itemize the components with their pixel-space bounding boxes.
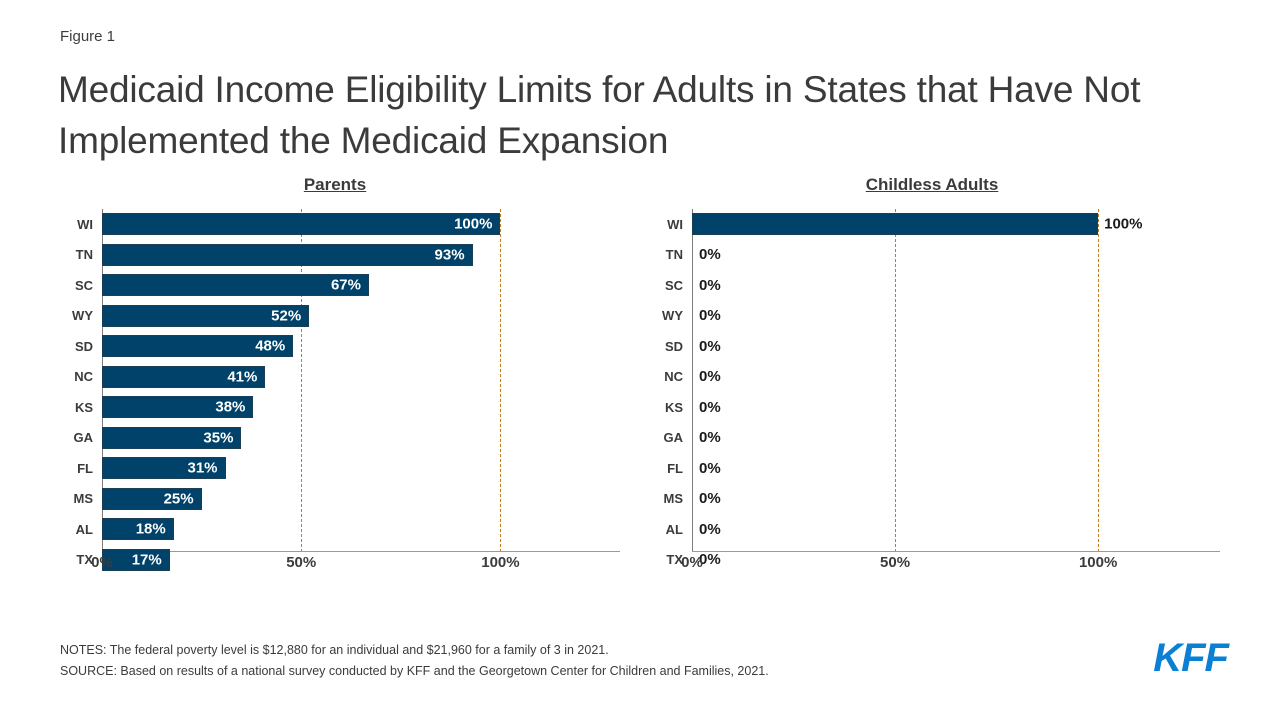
bar-area <box>692 209 1220 240</box>
x-tick-label: 0% <box>681 554 703 571</box>
category-label: KS <box>74 399 93 415</box>
bar[interactable] <box>102 457 226 479</box>
figure-label: Figure 1 <box>60 28 116 45</box>
panel-title-childless-adults: Childless Adults <box>865 175 999 194</box>
table-row <box>620 301 1220 332</box>
chart-panels <box>0 175 1280 615</box>
bar[interactable] <box>102 244 473 266</box>
table-row <box>620 240 1220 271</box>
bar-area <box>102 514 620 545</box>
bar-area <box>102 362 620 393</box>
bar[interactable] <box>102 213 500 235</box>
bar-area <box>102 270 620 301</box>
bar-value-label: 17% <box>131 551 162 569</box>
category-label: GA <box>73 430 93 446</box>
bar-value-label: 0% <box>699 246 721 264</box>
category-label: SC <box>74 277 93 293</box>
bar-value-label: 93% <box>434 246 465 264</box>
table-row <box>30 514 620 545</box>
bar-value-label: 0% <box>699 429 721 447</box>
table-row <box>620 514 1220 545</box>
bar-value-label: 0% <box>699 368 721 386</box>
bar-value-label: 0% <box>699 337 721 355</box>
panel-title-parents: Parents <box>303 175 367 194</box>
category-label: WI <box>667 216 683 232</box>
bar[interactable] <box>102 518 174 540</box>
table-row <box>620 453 1220 484</box>
table-row <box>620 270 1220 301</box>
bar[interactable] <box>102 396 253 418</box>
category-label: SD <box>664 338 683 354</box>
bar-rows-parents <box>30 209 620 575</box>
bar-value-label: 0% <box>699 520 721 538</box>
bar-value-label: 35% <box>203 429 234 447</box>
category-label: KS <box>664 399 683 415</box>
bar-value-label: 100% <box>1104 215 1143 233</box>
category-label: TX <box>76 552 93 568</box>
bar-value-label: 38% <box>215 398 246 416</box>
table-row <box>620 423 1220 454</box>
plot-parents <box>30 209 620 574</box>
plot-childless-adults <box>620 209 1220 574</box>
bar-value-label: 31% <box>187 459 218 477</box>
table-row <box>30 270 620 301</box>
bar-value-label: 41% <box>227 368 258 386</box>
bar-area <box>692 484 1220 515</box>
bar-value-label: 67% <box>330 276 361 294</box>
bar-value-label: 48% <box>255 337 286 355</box>
x-tick-label: 100% <box>1078 554 1118 571</box>
category-label: TX <box>666 552 683 568</box>
chart-panel-childless-adults <box>620 175 1220 574</box>
table-row <box>30 301 620 332</box>
bar-value-label: 0% <box>699 459 721 477</box>
x-tick-label: 100% <box>481 554 520 571</box>
bar-area <box>102 484 620 515</box>
table-row <box>30 453 620 484</box>
bar-area <box>692 240 1220 271</box>
table-row <box>30 392 620 423</box>
bar[interactable] <box>102 335 293 357</box>
category-label: AL <box>665 521 683 537</box>
bar-area <box>102 240 620 271</box>
bar-value-label: 100% <box>454 215 493 233</box>
bar-area <box>102 331 620 362</box>
table-row <box>620 392 1220 423</box>
bar-area <box>692 331 1220 362</box>
bar[interactable] <box>102 305 309 327</box>
bar-area <box>692 362 1220 393</box>
category-label: FL <box>667 460 683 476</box>
table-row <box>620 331 1220 362</box>
bar-value-label: 0% <box>699 307 721 325</box>
bar-area <box>692 301 1220 332</box>
bar-area <box>102 392 620 423</box>
page-title: Medicaid Income Eligibility Limits for Adults in States that Have Not Implemented the Medicaid Expansion <box>58 69 1141 162</box>
table-row <box>620 209 1220 240</box>
footnotes <box>60 640 769 681</box>
bar-area <box>692 453 1220 484</box>
bar-value-label: 0% <box>699 551 721 569</box>
bar-value-label: 52% <box>271 307 302 325</box>
table-row <box>30 423 620 454</box>
x-tick-label: 50% <box>880 554 911 571</box>
source-line: SOURCE: Based on results of a national survey conducted by KFF and the Georgetown Center for Children and Families, 2021. <box>60 663 769 678</box>
bar[interactable] <box>692 213 1143 235</box>
bar-area <box>102 453 620 484</box>
table-row <box>620 362 1220 393</box>
category-label: MS <box>663 491 683 507</box>
bar[interactable] <box>102 488 202 510</box>
notes-line: NOTES: The federal poverty level is $12,880 for an individual and $21,960 for a family of 3 in 2021. <box>60 643 609 657</box>
bar-value-label: 0% <box>699 276 721 294</box>
category-label: TN <box>75 247 93 263</box>
category-label: MS <box>73 491 93 507</box>
table-row <box>30 484 620 515</box>
category-label: NC <box>74 369 93 385</box>
table-row <box>30 331 620 362</box>
bar-area <box>102 423 620 454</box>
bar-area <box>692 392 1220 423</box>
category-label: WY <box>662 308 683 324</box>
category-label: WI <box>77 216 93 232</box>
bar-area <box>692 270 1220 301</box>
bar-area <box>692 514 1220 545</box>
table-row <box>30 209 620 240</box>
x-tick-label: 50% <box>286 554 317 571</box>
bar[interactable] <box>102 427 241 449</box>
x-ticks-childless-adults <box>681 552 1220 574</box>
bar-value-label: 0% <box>699 398 721 416</box>
table-row <box>620 484 1220 515</box>
category-label: SC <box>664 277 683 293</box>
x-tick-label: 0% <box>91 554 113 571</box>
bar-rows-childless-adults <box>620 209 1220 575</box>
category-label: FL <box>77 460 93 476</box>
category-label: SD <box>74 338 93 354</box>
table-row <box>30 240 620 271</box>
bar[interactable] <box>102 274 369 296</box>
bar-value-label: 25% <box>163 490 194 508</box>
bar-area <box>102 209 620 240</box>
bar[interactable] <box>102 366 265 388</box>
category-label: TN <box>665 247 683 263</box>
kff-logo: KFF <box>1153 636 1228 680</box>
chart-panel-parents <box>30 175 620 574</box>
bar-value-label: 0% <box>699 490 721 508</box>
table-row <box>30 362 620 393</box>
bar-area <box>102 301 620 332</box>
category-label: AL <box>75 521 93 537</box>
category-label: WY <box>72 308 93 324</box>
bar-area <box>692 423 1220 454</box>
x-ticks-parents <box>91 552 620 574</box>
bar-value-label: 18% <box>135 520 166 538</box>
category-label: GA <box>663 430 683 446</box>
category-label: NC <box>664 369 683 385</box>
